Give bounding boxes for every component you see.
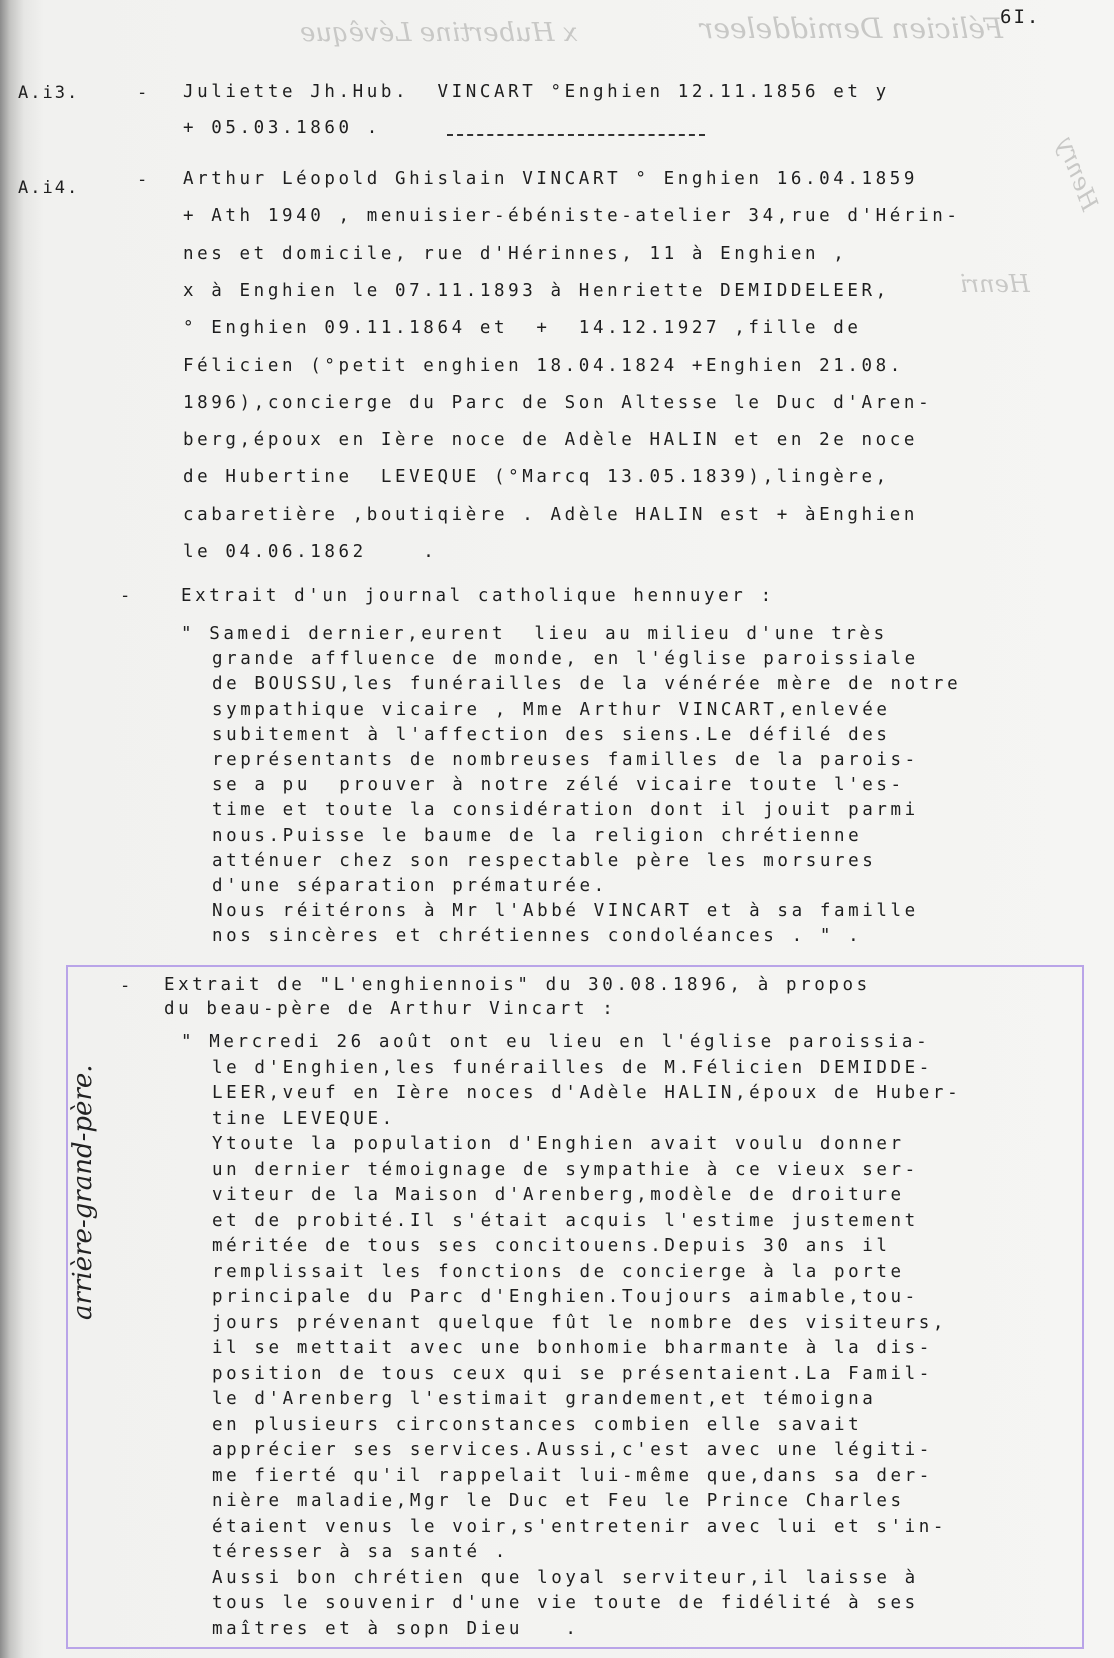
- entry-dash: -: [137, 83, 148, 103]
- extract2-line: et de probité.Il s'était acquis l'estime justement: [212, 1210, 919, 1231]
- extract2-line: jours prévenant quelque fût le nombre des visiteurs,: [212, 1312, 948, 1333]
- extract1-line: se a pu prouver à notre zélé vicaire toute l'es-: [212, 775, 905, 796]
- faint-note-mid-right: Henry: [1051, 133, 1104, 215]
- entry-a-i4-line: Arthur Léopold Ghislain VINCART ° Enghien 16.04.1859: [183, 169, 919, 189]
- extract2-heading-line: du beau-père de Arthur Vincart :: [164, 999, 617, 1019]
- extract-dash: -: [120, 586, 131, 606]
- faint-note-mid-left: Henri: [960, 270, 1030, 298]
- extract2-line: il se mettait avec une bonhomie bharmante à la dis-: [212, 1338, 933, 1358]
- extract1-line: sympathique vicaire , Mme Arthur VINCART,enlevée: [212, 699, 891, 720]
- page-number: 6I.: [1000, 6, 1041, 28]
- entry-a-i4-line: berg,époux en Ière noce de Adèle HALIN et en 2e noce: [183, 430, 919, 451]
- extract2-line: méritée de tous ses concitouens.Depuis 30 ans il: [212, 1236, 891, 1256]
- extract2-line: tine LEVEQUE.: [212, 1108, 396, 1129]
- extract2-line: étaient venus le voir,s'entretenir avec lui et s'in-: [212, 1516, 948, 1537]
- extract2-line: le d'Enghien,les funérailles de M.Félicien DEMIDDE-: [212, 1057, 933, 1078]
- extract2-line: nière maladie,Mgr le Duc et Feu le Prince Charles: [212, 1491, 905, 1511]
- extract1-heading: Extrait d'un journal catholique hennuyer :: [181, 586, 775, 606]
- extract2-line: tous le souvenir d'une vie toute de fidélité à ses: [212, 1593, 919, 1613]
- extract2-line: le d'Arenberg l'estimait grandement,et témoigna: [212, 1389, 877, 1409]
- extract2-line: maîtres et à sopn Dieu .: [212, 1618, 580, 1639]
- extract1-line: grande affluence de monde, en l'église paroissiale: [212, 649, 919, 670]
- extract2-line: téresser à sa santé .: [212, 1542, 509, 1562]
- extract2-line: position de tous ceux qui se présentaient.La Famil-: [212, 1363, 933, 1384]
- entry-a-i4-line: 1896),concierge du Parc de Son Altesse le Duc d'Aren-: [183, 392, 933, 413]
- extract1-line: nous.Puisse le baume de la religion chrétienne: [212, 825, 863, 846]
- entry-a-i4-line: Félicien (°petit enghien 18.04.1824 +Enghien 21.08.: [183, 355, 904, 376]
- faint-note-top-left: Félicien Demiddeleer: [700, 12, 1003, 45]
- extract2-line: me fierté qu'il rappelait lui-même que,dans sa der-: [212, 1465, 933, 1486]
- extract1-line: Nous réitérons à Mr l'Abbé VINCART et à sa famille: [212, 901, 919, 922]
- entry-a-i4-line: de Hubertine LEVEQUE (°Marcq 13.05.1839),lingère,: [183, 467, 890, 488]
- extract2-line: apprécier ses services.Aussi,c'est avec une légiti-: [212, 1440, 933, 1460]
- extract1-line: time et toute la considération dont il jouit parmi: [212, 800, 919, 821]
- entry-a-i4-line: cabaretière ,boutiqière . Adèle HALIN est + àEnghien: [183, 504, 919, 525]
- extract2-line: Ytoute la population d'Enghien avait voulu donner: [212, 1134, 905, 1154]
- extract1-line: subitement à l'affection des siens.Le défilé des: [212, 724, 891, 745]
- entry-a-i4-line: nes et domicile, rue d'Hérinnes, 11 à Enghien ,: [183, 243, 848, 264]
- entry-a-i4-line: x à Enghien le 07.11.1893 à Henriette DEMIDDELEER,: [183, 280, 890, 301]
- extract2-line: en plusieurs circonstances combien elle savait: [212, 1414, 863, 1435]
- extract2-line: un dernier témoignage de sympathie à ce vieux ser-: [212, 1159, 919, 1180]
- extract1-line: atténuer chez son respectable père les morsures: [212, 850, 877, 871]
- extract1-line: représentants de nombreuses familles de la parois-: [212, 750, 919, 770]
- extract1-line: " Samedi dernier,eurent lieu au milieu d'une très: [181, 624, 888, 644]
- extract2-line: LEER,veuf en Ière noces d'Adèle HALIN,époux de Huber-: [212, 1083, 962, 1103]
- extract1-line: de BOUSSU,les funérailles de la vénérée mère de notre: [212, 674, 962, 695]
- entry-a-i4-line: ° Enghien 09.11.1864 et + 14.12.1927 ,fille de: [183, 318, 862, 339]
- entry-a-i3-line: Juliette Jh.Hub. VINCART °Enghien 12.11.1856 et y: [183, 82, 890, 102]
- extract2-heading-line: Extrait de "L'enghiennois" du 30.08.1896, à propos: [164, 975, 871, 995]
- entry-a-i4-line: + Ath 1940 , menuisier-ébéniste-atelier 34,rue d'Hérin-: [183, 206, 961, 227]
- extract2-line: principale du Parc d'Enghien.Toujours aimable,tou-: [212, 1287, 919, 1307]
- extract-dash: -: [120, 976, 131, 996]
- extract2-line: Aussi bon chrétien que loyal serviteur,il laisse à: [212, 1567, 919, 1588]
- extract2-line: " Mercredi 26 août ont eu lieu en l'église paroissia-: [181, 1032, 931, 1052]
- entry-a-i4-line: le 04.06.1862 .: [183, 542, 438, 562]
- entry-marker-a-i4: A.i4.: [18, 178, 80, 198]
- extract1-line: d'une séparation prématurée.: [212, 876, 608, 896]
- extract2-line: remplissait les fonctions de concierge à la porte: [212, 1261, 905, 1282]
- margin-annotation-handwritten: arrière-grand-père.: [68, 1064, 98, 1320]
- entry-marker-a-i3: A.i3.: [18, 83, 80, 103]
- separator-line: [447, 134, 705, 136]
- extract2-line: viteur de la Maison d'Arenberg,modèle de droiture: [212, 1185, 905, 1205]
- faint-note-top-right: x Hubertine Lévêque: [300, 18, 578, 48]
- entry-a-i3-line: + 05.03.1860 .: [183, 118, 381, 138]
- extract1-line: nos sincères et chrétiennes condoléances . " .: [212, 926, 863, 947]
- entry-dash: -: [137, 170, 148, 190]
